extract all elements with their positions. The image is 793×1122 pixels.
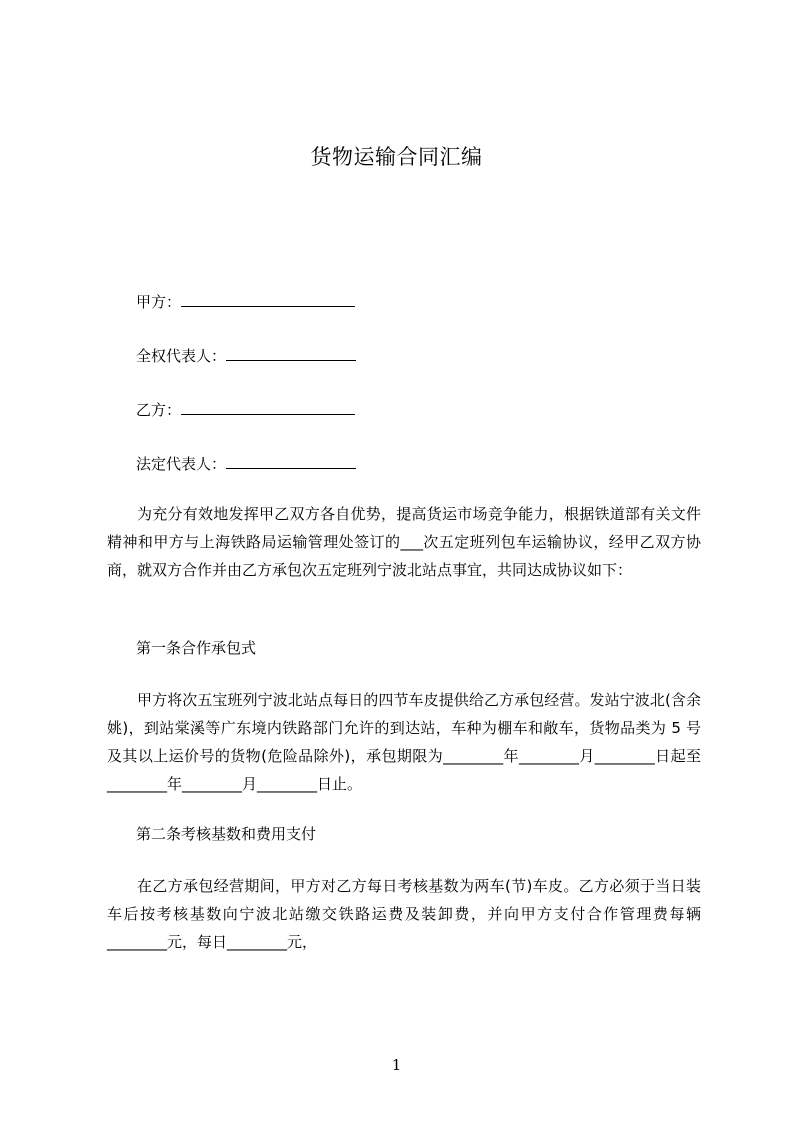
document-title: 货物运输合同汇编 bbox=[310, 145, 483, 169]
article-2-heading: 第二条考核基数和费用支付 bbox=[136, 825, 317, 843]
authorized-rep-field bbox=[136, 344, 356, 367]
article-1-heading: 第一条合作承包式 bbox=[136, 639, 257, 657]
party-b-field bbox=[136, 398, 355, 421]
party-a-blank bbox=[181, 290, 355, 307]
party-a-field bbox=[136, 290, 355, 313]
page-number: 1 bbox=[391, 1056, 402, 1074]
legal-rep-label: 法定代表人： bbox=[136, 455, 227, 473]
party-b-label: 乙方： bbox=[136, 401, 182, 419]
authorized-rep-label: 全权代表人： bbox=[136, 347, 227, 365]
party-b-blank bbox=[181, 398, 355, 415]
article-2-body: 在乙方承包经营期间，甲方对乙方每日考核基数为两车(节)车皮。乙方必须于当日装车后按考核基数向宁波北站缴交铁路运费及装卸费，并向甲方支付合作管理费每辆________元，每日________元， bbox=[107, 877, 701, 951]
legal-rep-blank bbox=[226, 452, 356, 469]
article-1-body: 甲方将次五宝班列宁波北站点每日的四节车皮提供给乙方承包经营。发站宁波北(含余姚)，到站棠溪等广东境内铁路部门允许的到达站，车种为棚车和敞车，货物品类为 5 号及其以上运价号的货物(危险品除外)，承包期限为________年________月________日起至________年________月________日止。 bbox=[107, 691, 701, 793]
legal-rep-field bbox=[136, 452, 356, 475]
authorized-rep-blank bbox=[226, 344, 356, 361]
intro-paragraph: 为充分有效地发挥甲乙双方各自优势，提高货运市场竞争能力，根据铁道部有关文件精神和甲方与上海铁路局运输管理处签订的___次五定班列包车运输协议，经甲乙双方协商，就双方合作并由乙方承包次五定班列宁波北站点事宜，共同达成协议如下： bbox=[107, 505, 701, 579]
party-a-label: 甲方： bbox=[136, 293, 182, 311]
